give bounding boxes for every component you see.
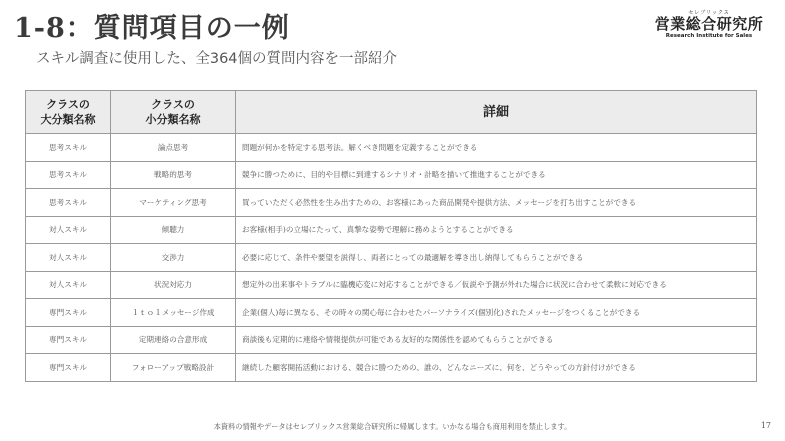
- logo-english: Research Institute for Sales: [665, 33, 753, 39]
- cell-minor: 交渉力: [111, 244, 236, 272]
- table-row: [26, 299, 757, 327]
- cell-minor: １ｔｏ１メッセージ作成: [111, 299, 236, 327]
- cell-detail: 競争に勝つために、目的や目標に到達するシナリオ・計略を描いて推進することができる: [236, 161, 757, 189]
- logo-ruby: セレブリックス: [688, 10, 730, 16]
- cell-detail: 問題が何かを特定する思考法。解くべき問題を定義することができる: [236, 134, 757, 162]
- table-header-row: [26, 91, 757, 134]
- cell-detail: 想定外の出来事やトラブルに臨機応変に対応することができる／仮説や予測が外れた場合に状況に合わせて柔軟に対応できる: [236, 271, 757, 299]
- table-row: [26, 354, 757, 382]
- table-row: [26, 216, 757, 244]
- cell-major: 対人スキル: [26, 244, 111, 272]
- cell-minor: 定期連絡の合意形成: [111, 326, 236, 354]
- cell-minor: マーケティング思考: [111, 189, 236, 217]
- cell-major: 専門スキル: [26, 354, 111, 382]
- header-major-class: [26, 91, 111, 134]
- page-title: 1-8：質問項目の一例: [14, 13, 290, 44]
- cell-major: 対人スキル: [26, 271, 111, 299]
- header-major-line2: 大分類名称: [40, 113, 96, 126]
- cell-minor: 状況対応力: [111, 271, 236, 299]
- cell-detail: 必要に応じて、条件や要望を説得し、両者にとっての最適解を導き出し納得してもらうことができる: [236, 244, 757, 272]
- cell-major: 専門スキル: [26, 326, 111, 354]
- logo-name: 営業総合研究所: [654, 15, 764, 33]
- company-logo: [649, 10, 769, 40]
- cell-detail: 継続した顧客開拓活動における、競合に勝つための、誰の、どんなニーズに、何を、どうやっての方針付けができる: [236, 354, 757, 382]
- table-row: [26, 244, 757, 272]
- table-row: [26, 134, 757, 162]
- header-major-line1: クラスの: [46, 98, 90, 111]
- table-row: [26, 189, 757, 217]
- table-row: [26, 326, 757, 354]
- cell-major: 思考スキル: [26, 161, 111, 189]
- cell-major: 対人スキル: [26, 216, 111, 244]
- cell-detail: 企業(個人)毎に異なる、その時々の関心毎に合わせたパーソナライズ(個別化)されたメッセージをつくることができる: [236, 299, 757, 327]
- page-subtitle: スキル調査に使用した、全364個の質問内容を一部紹介: [36, 51, 398, 67]
- cell-detail: 商談後も定期的に連絡や情報提供が可能である友好的な関係性を認めてもらうことができる: [236, 326, 757, 354]
- header-minor-line1: クラスの: [151, 98, 195, 111]
- cell-minor: 論点思考: [111, 134, 236, 162]
- cell-major: 専門スキル: [26, 299, 111, 327]
- cell-minor: 戦略的思考: [111, 161, 236, 189]
- table-row: [26, 161, 757, 189]
- cell-minor: 傾聴力: [111, 216, 236, 244]
- header-minor-line2: 小分類名称: [145, 113, 201, 126]
- cell-detail: 買っていただく必然性を生み出すための、お客様にあった商品開発や提供方法、メッセージを打ち出すことができる: [236, 189, 757, 217]
- header-minor-class: [111, 91, 236, 134]
- cell-minor: フォローアップ戦略設計: [111, 354, 236, 382]
- footer-notice: 本資料の情報やデータはセレブリックス営業総合研究所に帰属します。いかなる場合も商用利用を禁止します。: [213, 422, 572, 431]
- cell-major: 思考スキル: [26, 189, 111, 217]
- header-detail: 詳細: [236, 91, 757, 134]
- page-number: 17: [760, 421, 771, 430]
- table-row: [26, 271, 757, 299]
- cell-detail: お客様(相手)の立場にたって、真摯な姿勢で理解に務めようとすることができる: [236, 216, 757, 244]
- question-table: [25, 90, 757, 382]
- cell-major: 思考スキル: [26, 134, 111, 162]
